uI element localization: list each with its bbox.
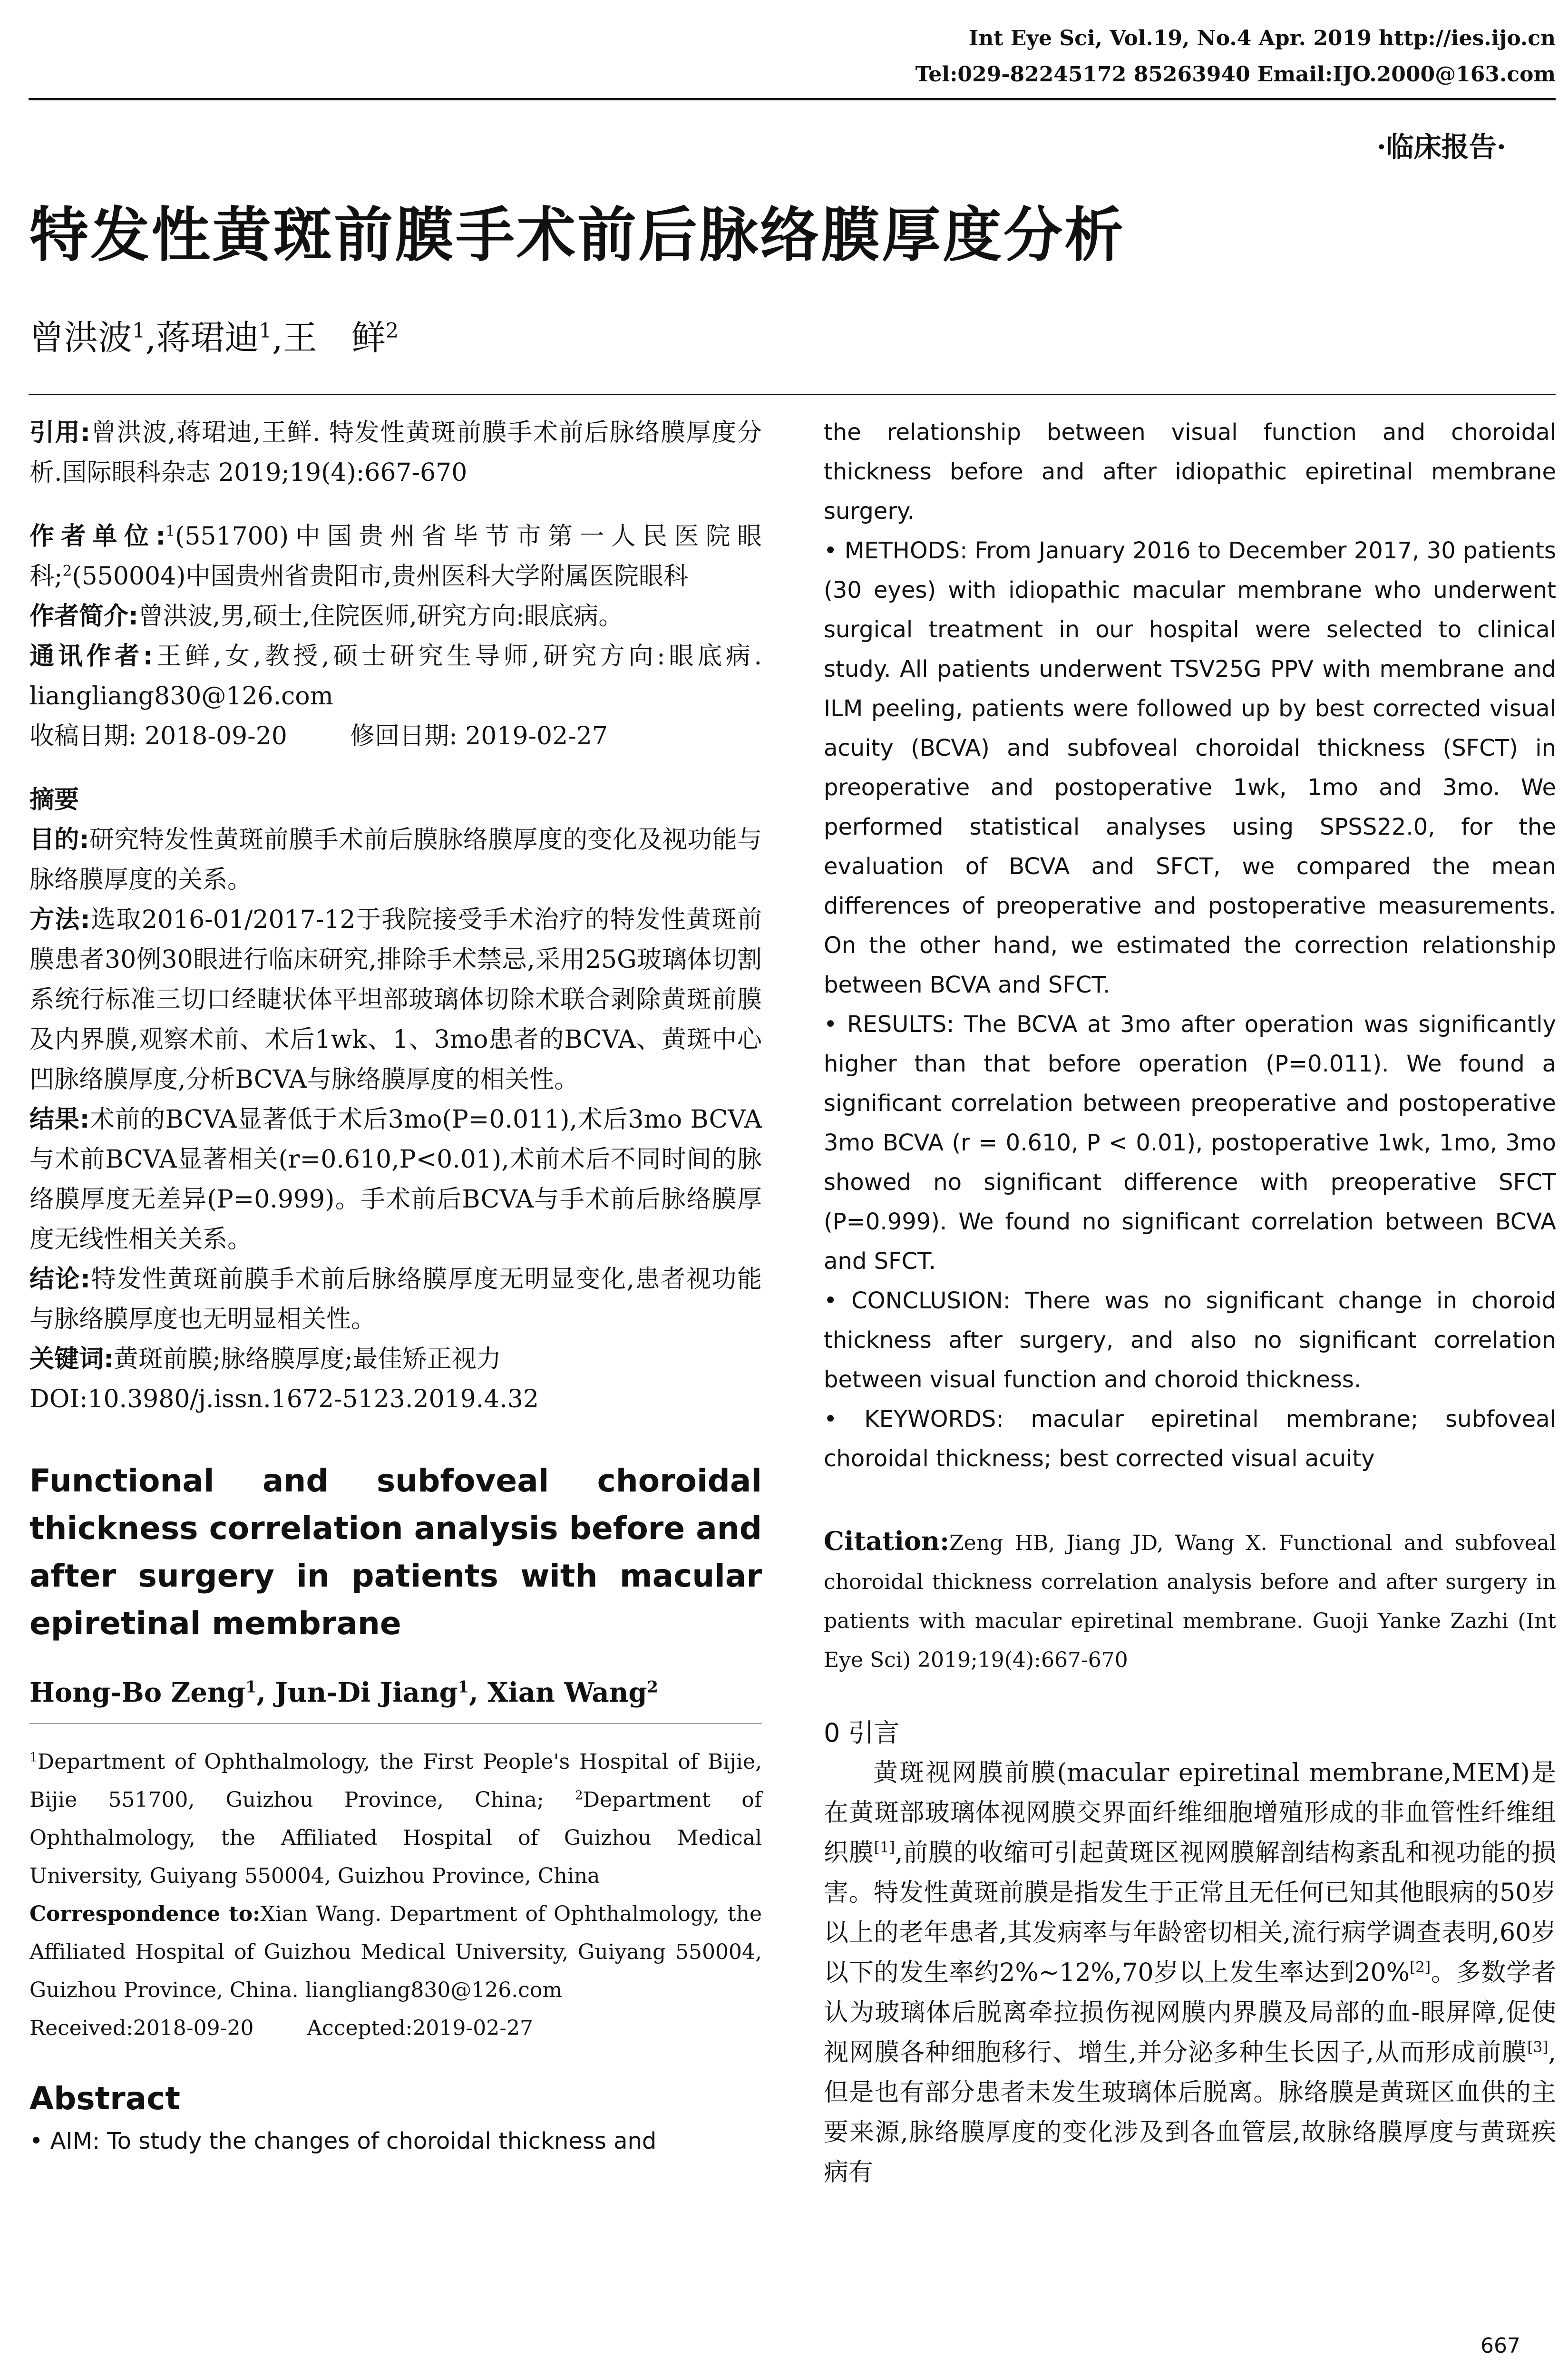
abstract-method [29,900,762,1100]
abstract-methods-en: • METHODS: From January 2016 to December 2017, 30 patients (30 eyes) with idiopathic macular membrane who underwent surgical treatment in our hospital were selected to clinical study. All patients underwent TSV25G PPV with membrane and ILM peeling, patients were followed up by best corrected visual acuity (BCVA) and subfoveal choroidal thickness (SFCT) in preoperative and postoperative 1wk, 1mo and 3mo. We performed statistical analyses using SPSS22.0, for the evaluation of BCVA and SFCT, we compared the mean differences of preoperative and postoperative measurements. On the other hand, we estimated the correction relationship between BCVA and SFCT. [824,531,1556,1005]
author-en-3: Xian Wang [487,1677,647,1708]
aff-text-2: Department of Ophthalmology, the Affiliated Hospital of Guizhou Medical University, Guiyang 550004, Guizhou Province, China [29,1788,762,1888]
author-en-2-sup: 1 [458,1677,469,1696]
citation-en-label: Citation: [824,1526,950,1556]
abstract-results-en: • RESULTS: The BCVA at 3mo after operation was significantly higher than that before operation (P=0.011). We found a significant correlation between preoperative and postoperative 3mo BCVA (r = 0.610, P < 0.01), postoperative 1wk, 1mo, 3mo showed no significant difference with preoperative SFCT (P=0.999). We found no significant correlation between BCVA and SFCT. [824,1005,1556,1281]
article-title-en: Functional and subfoveal choroidal thickness correlation analysis before and after surgery in patients with macular epiretinal membrane [29,1462,762,1642]
author-cn-2-sup: 1 [259,319,272,343]
abstract-result [29,1100,762,1259]
citation-cn-text: 曾洪波,蒋珺迪,王鲜. 特发性黄斑前膜手术前后脉络膜厚度分析.国际眼科杂志 2019;19(4):667-670 [29,419,762,487]
keywords-text: 黄斑前膜;脉络膜厚度;最佳矫正视力 [113,1345,501,1374]
abstract-aim [29,820,762,900]
reference-2[interactable]: [2] [1410,1958,1431,1976]
reference-3[interactable]: [3] [1527,2038,1549,2056]
author-cn-1-sup: 1 [132,319,146,343]
reference-1[interactable]: [1] [874,1839,895,1856]
author-en-3-sup: 2 [647,1677,658,1696]
intro-text-2: ,前膜的收缩可引起黄斑区视网膜解剖结构紊乱和视功能的损害。特发性黄斑前膜是指发生于正常且无任何已知其他眼病的50岁以上的老年患者,其发病率与年龄密切相关,流行病学调查表明,60岁以下的发生率约2%~12%,70岁以上发生率达到20% [824,1839,1556,1987]
journal-line: Int Eye Sci, Vol.19, No.4 Apr. 2019 http://ies.ijo.cn [968,26,1556,50]
author-sep: , [272,318,283,358]
author-unit [29,516,762,596]
keywords-label: 关键词: [29,1345,114,1374]
keywords-cn [29,1339,762,1379]
author-bio [29,596,762,636]
method-text: 选取2016-01/2017-12于我院接受手术治疗的特发性黄斑前膜患者30例30眼进行临床研究,排除手术禁忌,采用25G玻璃体切割系统行标准三切口经睫状体平坦部玻璃体切除术联合剥除黄斑前膜及内界膜,观察术前、术后1wk、1、3mo患者的BCVA、黄斑中心凹脉络膜厚度,分析BCVA与脉络膜厚度的相关性。 [29,906,762,1094]
citation-cn-label: 引用: [29,419,91,447]
author-cn-3: 王 鲜 [282,318,386,358]
article-title-cn: 特发性黄斑前膜手术前后脉络膜厚度分析 [29,201,1126,270]
abstract-aim-en-cont: the relationship between visual function and choroidal thickness before and after idiopathic epiretinal membrane surgery. [824,419,1556,525]
keywords-en: • KEYWORDS: macular epiretinal membrane; subfoveal choroidal thickness; best corrected visual acuity [824,1400,1556,1479]
authors-en [29,1671,762,1714]
unit-text-2: (550004)中国贵州省贵阳市,贵州医科大学附属医院眼科 [72,562,688,591]
author-en-sep: , [469,1677,488,1708]
intro-heading: 0 引言 [824,1718,900,1748]
author-cn-2: 蒋珺迪 [156,318,259,358]
aim-text: 研究特发性黄斑前膜手术前后膜脉络膜厚度的变化及视功能与脉络膜厚度的关系。 [29,826,762,894]
author-en-1: Hong-Bo Zeng [29,1677,245,1708]
abstract-conclusion [29,1259,762,1339]
aff-text-1: Department of Ophthalmology, the First People's Hospital of Bijie, Bijie 551700, Guizhou Province, China; [29,1750,762,1812]
citation-cn [29,413,762,493]
author-en-2: Jun-Di Jiang [275,1677,458,1708]
aim-label: 目的: [29,826,89,854]
intro-text-1: 黄斑视网膜前膜(macular epiretinal membrane,MEM)是在黄斑部玻璃体视网膜交界面纤维细胞增殖形成的非血管性纤维组织膜 [824,1759,1556,1867]
unit-sup-1: 1 [166,522,175,540]
right-column [824,413,1556,2192]
intro-paragraph [824,1753,1556,2192]
author-en-sep: , [256,1677,275,1708]
conclusion-label: 结论: [29,1265,91,1294]
unit-sup-2: 2 [62,562,72,580]
corresponding-author [29,636,762,716]
unit-label: 作者单位: [29,522,166,551]
authors-cn [29,314,399,361]
corr-text: 王鲜,女,教授,硕士研究生导师,研究方向:眼底病. liangliang830@126.com [29,642,762,711]
author-cn-1: 曾洪波 [29,318,133,358]
conclusion-text: 特发性黄斑前膜手术前后脉络膜厚度无明显变化,患者视功能与脉络膜厚度也无明显相关性。 [29,1265,762,1334]
abstract-aim-en: • AIM: To study the changes of choroidal thickness and [29,2122,762,2161]
intro-text-4: ,但是也有部分患者未发生玻璃体后脱离。脉络膜是黄斑区血供的主要来源,脉络膜厚度的变化涉及到各血管层,故脉络膜厚度与黄斑疾病有 [824,2038,1556,2187]
contact-line: Tel:029-82245172 85263940 Email:IJO.2000@163.com [915,62,1556,87]
result-label: 结果: [29,1105,90,1134]
abstract-heading-cn: 摘要 [29,786,79,814]
method-label: 方法: [29,906,90,934]
title-rule [29,394,1556,395]
aff-sup-1: 1 [29,1750,38,1765]
bio-text: 曾洪波,男,硕士,住院医师,研究方向:眼底病。 [138,602,623,631]
correspondence-en [29,1895,762,2009]
intro-text-3: 。多数学者认为玻璃体后脱离牵拉损伤视网膜内界膜及局部的血-眼屏障,促使视网膜各种细胞移行、增生,并分泌多种生长因子,从而形成前膜 [824,1958,1556,2067]
corr-label: 通讯作者: [29,642,153,671]
page-number: 667 [1480,2334,1520,2358]
citation-en [824,1521,1556,1680]
citation-en-text: Zeng HB, Jiang JD, Wang X. Functional and subfoveal choroidal thickness correlation analysis before and after surgery in patients with macular epiretinal membrane. Guoji Yanke Zazhi (Int Eye Sci) 2019;19(4):667-670 [824,1531,1556,1672]
dates-en: Received:2018-09-20 Accepted:2019-02-27 [29,2016,534,2040]
section-label: ·临床报告· [1376,131,1506,163]
header-rule [29,98,1556,100]
corr-en-label: Correspondence to: [29,1902,261,1926]
left-column [29,413,762,2161]
corr-en-text: Xian Wang. Department of Ophthalmology, the Affiliated Hospital of Guizhou Medical University, Guiyang 550004, Guizhou Province, China. liangliang830@126.com [29,1902,762,2002]
unit-text-1: (551700)中国贵州省毕节市第一人民医院眼科; [29,522,762,591]
bio-label: 作者简介: [29,602,138,631]
result-text: 术前的BCVA显著低于术后3mo(P=0.011),术后3mo BCVA与术前BCVA显著相关(r=0.610,P<0.01),术前术后不同时间的脉络膜厚度无差异(P=0.999)。手术前后BCVA与手术前后脉络膜厚度无线性相关关系。 [29,1105,762,1254]
author-en-1-sup: 1 [245,1677,257,1696]
author-sep: , [145,318,156,358]
abstract-conclusion-en: • CONCLUSION: There was no significant change in choroid thickness after surgery, and also no significant correlation between visual function and choroid thickness. [824,1281,1556,1400]
received-dates: 收稿日期: 2018-09-20 修回日期: 2019-02-27 [29,722,608,750]
affiliations-en [29,1743,762,1895]
author-cn-3-sup: 2 [385,319,399,343]
abstract-heading-en: Abstract [29,2080,180,2117]
aff-sup-2: 2 [575,1788,583,1803]
doi: DOI:10.3980/j.issn.1672-5123.2019.4.32 [29,1385,539,1413]
